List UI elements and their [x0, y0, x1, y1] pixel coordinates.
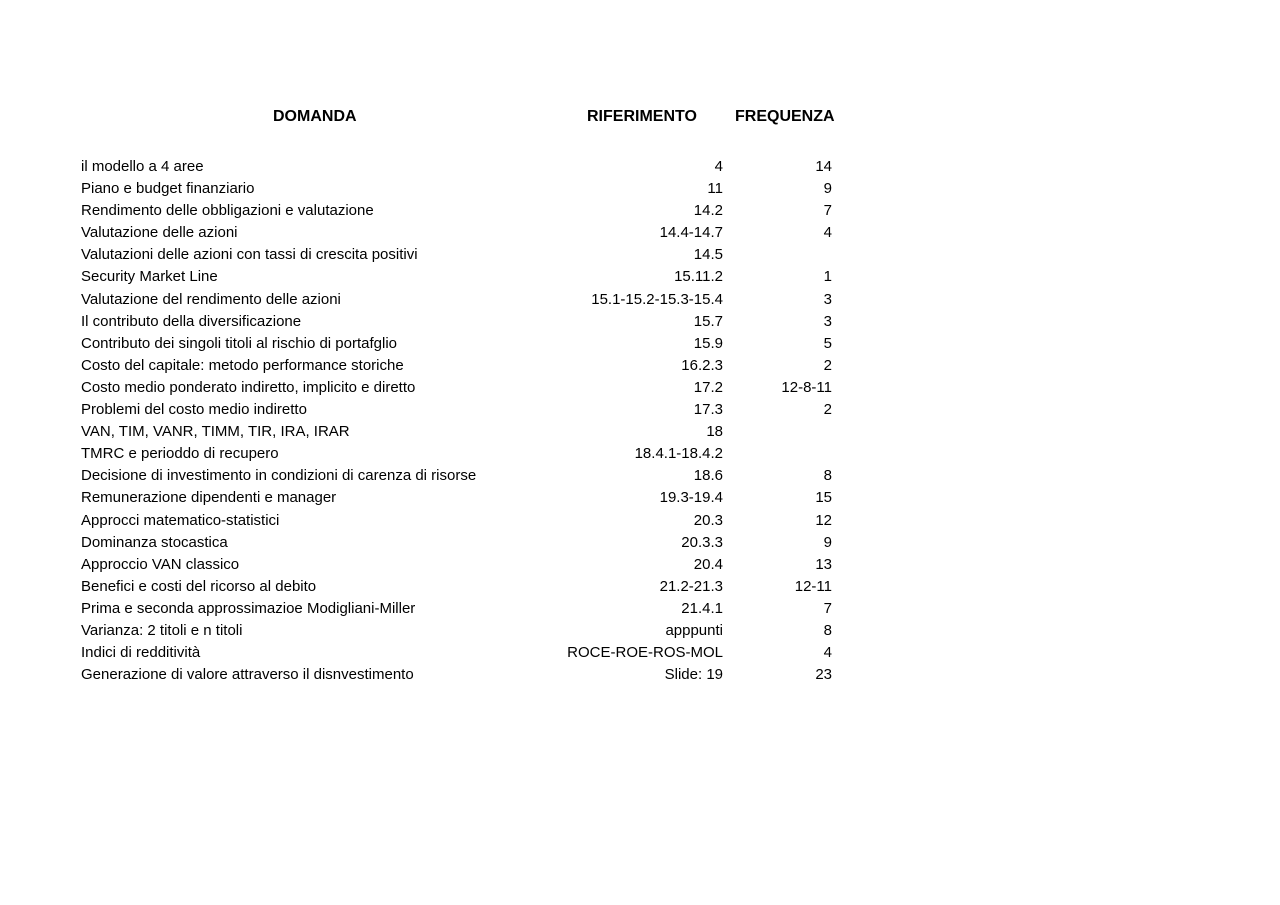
table-header	[0, 108, 1280, 130]
cell-domanda: Costo medio ponderato indiretto, implicito e diretto	[81, 378, 416, 396]
table-row	[0, 266, 1280, 288]
cell-domanda: Prima e seconda approssimazioe Modigliani-Miller	[81, 599, 416, 617]
cell-frequenza: 2	[823, 356, 832, 374]
cell-domanda: Valutazione delle azioni	[81, 224, 238, 242]
cell-riferimento: 17.3	[693, 401, 723, 419]
cell-domanda: Dominanza stocastica	[81, 533, 228, 551]
cell-riferimento: apppunti	[665, 621, 723, 639]
cell-frequenza: 7	[823, 599, 832, 617]
table-row	[0, 532, 1280, 554]
cell-domanda: Costo del capitale: metodo performance storiche	[81, 356, 404, 374]
cell-riferimento: 16.2.3	[681, 356, 723, 374]
table-row	[0, 289, 1280, 311]
cell-riferimento: 11	[707, 180, 723, 198]
cell-riferimento: 14.2	[693, 202, 723, 220]
table-row	[0, 355, 1280, 377]
cell-riferimento: 15.11.2	[674, 268, 723, 286]
cell-domanda: Decisione di investimento in condizioni di carenza di risorse	[81, 467, 477, 485]
table-row	[0, 510, 1280, 532]
table-row	[0, 664, 1280, 686]
cell-domanda: TMRC e perioddo di recupero	[81, 445, 279, 463]
cell-riferimento: 18.6	[693, 467, 723, 485]
table-row	[0, 620, 1280, 642]
cell-riferimento: 21.4.1	[681, 599, 723, 617]
cell-domanda: Generazione di valore attraverso il disnvestimento	[81, 666, 414, 684]
cell-frequenza: 4	[823, 224, 832, 242]
cell-domanda: Remunerazione dipendenti e manager	[81, 489, 337, 507]
cell-domanda: Benefici e costi del ricorso al debito	[81, 577, 317, 595]
table-row	[0, 311, 1280, 333]
table-row	[0, 554, 1280, 576]
cell-riferimento: 20.3.3	[681, 533, 723, 551]
header-riferimento: RIFERIMENTO	[587, 108, 697, 125]
cell-domanda: Problemi del costo medio indiretto	[81, 401, 307, 419]
cell-domanda: Il contributo della diversificazione	[81, 312, 302, 330]
table-row	[0, 598, 1280, 620]
table-row	[0, 465, 1280, 487]
cell-frequenza: 8	[823, 467, 832, 485]
cell-domanda: Rendimento delle obbligazioni e valutazione	[81, 202, 374, 220]
cell-riferimento: 18.4.1-18.4.2	[634, 445, 723, 463]
cell-riferimento: 18	[706, 423, 723, 441]
cell-frequenza: 8	[823, 621, 832, 639]
cell-riferimento: 4	[714, 158, 723, 175]
table-row	[0, 200, 1280, 222]
table-row	[0, 487, 1280, 509]
cell-riferimento: 14.4-14.7	[659, 224, 723, 242]
cell-frequenza: 12-8-11	[781, 378, 832, 396]
table-body	[0, 156, 1280, 686]
table-row	[0, 222, 1280, 244]
cell-domanda: il modello a 4 aree	[81, 158, 204, 175]
cell-riferimento: Slide: 19	[664, 666, 723, 684]
table-row	[0, 421, 1280, 443]
table-row	[0, 178, 1280, 200]
table-row	[0, 156, 1280, 178]
cell-frequenza: 2	[823, 401, 832, 419]
cell-frequenza: 15	[815, 489, 832, 507]
header-frequenza: FREQUENZA	[735, 108, 835, 125]
cell-riferimento: 15.1-15.2-15.3-15.4	[591, 290, 723, 308]
cell-riferimento: 15.9	[693, 334, 723, 352]
cell-riferimento: 20.4	[693, 555, 723, 573]
table-row	[0, 443, 1280, 465]
table-row	[0, 399, 1280, 421]
cell-domanda: Contributo dei singoli titoli al rischio di portafglio	[81, 334, 397, 352]
cell-domanda: Varianza: 2 titoli e n titoli	[81, 621, 243, 639]
cell-domanda: VAN, TIM, VANR, TIMM, TIR, IRA, IRAR	[81, 423, 350, 441]
table-row	[0, 576, 1280, 598]
cell-frequenza: 23	[815, 666, 832, 684]
table-row	[0, 642, 1280, 664]
cell-frequenza: 9	[823, 533, 832, 551]
table-row	[0, 333, 1280, 355]
cell-riferimento: ROCE-ROE-ROS-MOL	[567, 644, 723, 662]
cell-frequenza: 3	[823, 312, 832, 330]
cell-frequenza: 1	[823, 268, 832, 286]
cell-domanda: Approccio VAN classico	[81, 555, 240, 573]
cell-domanda: Valutazioni delle azioni con tassi di crescita positivi	[81, 246, 418, 264]
cell-frequenza: 7	[823, 202, 832, 220]
cell-riferimento: 14.5	[693, 246, 723, 264]
cell-frequenza: 9	[823, 180, 832, 198]
header-domanda: DOMANDA	[273, 108, 357, 125]
cell-frequenza: 13	[815, 555, 832, 573]
cell-riferimento: 15.7	[693, 312, 723, 330]
cell-frequenza: 12-11	[794, 577, 832, 595]
cell-frequenza: 3	[823, 290, 832, 308]
cell-domanda: Approcci matematico-statistici	[81, 511, 280, 529]
cell-frequenza: 5	[823, 334, 832, 352]
table-row	[0, 244, 1280, 266]
cell-frequenza: 12	[815, 511, 832, 529]
cell-domanda: Security Market Line	[81, 268, 218, 286]
cell-domanda: Valutazione del rendimento delle azioni	[81, 290, 341, 308]
table-row	[0, 377, 1280, 399]
cell-riferimento: 20.3	[693, 511, 723, 529]
cell-domanda: Indici di redditività	[81, 644, 201, 662]
cell-riferimento: 17.2	[693, 378, 723, 396]
cell-frequenza: 4	[823, 644, 832, 662]
cell-riferimento: 21.2-21.3	[659, 577, 723, 595]
cell-frequenza: 14	[815, 158, 832, 175]
cell-riferimento: 19.3-19.4	[659, 489, 723, 507]
cell-domanda: Piano e budget finanziario	[81, 180, 255, 198]
